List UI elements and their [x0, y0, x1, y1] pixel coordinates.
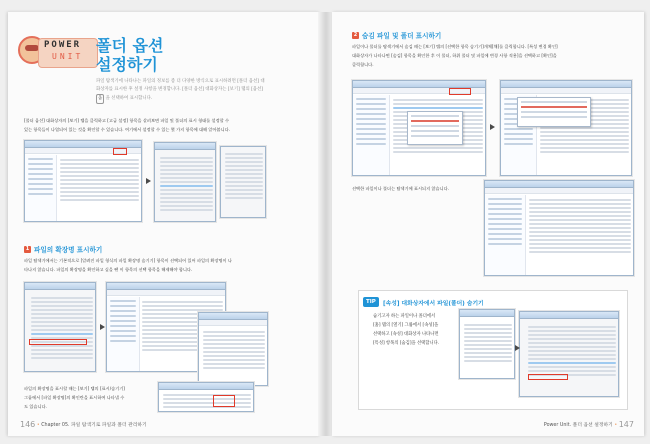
r-para2: 선택한 파일이나 폴더는 탐색기에 표시되지 않습니다. [352, 186, 449, 191]
para3-line-c: 도 있습니다. [24, 404, 47, 409]
paragraph-folder-options [24, 116, 314, 134]
tip-box [358, 290, 628, 410]
explorer-after-hide-screenshot [500, 80, 632, 176]
para3-line-b: 그룹에서 [파일 확장명]의 확인란을 표시하여 나타낼 수 [24, 395, 125, 400]
right-page [332, 12, 644, 436]
right-footer: Power Unit. 폴더 옵션 설정하기 • 147 [543, 420, 634, 429]
explorer-overlay-screenshot [198, 312, 268, 386]
tip-body-b: [홈] 탭의 [열기] 그룹에서 [속성]을 [373, 323, 439, 328]
arrow-icon [515, 345, 520, 351]
power-unit-badge [22, 32, 84, 72]
para3-line-a: 파일의 확장명을 표시할 때는 [보기] 탭의 [표시/숨기기] [24, 386, 125, 391]
left-footer-text: Chapter 05. 파일 탐색기로 파일과 폴더 관리하기 [41, 423, 147, 428]
ribbon-screenshot [158, 382, 254, 412]
para2-line-b: 타나지 않습니다. 파일의 확장명을 확인하고 싶을 땐 이 항목의 선택 항목을 해제해야 합니다. [24, 267, 193, 272]
explorer-hide-selected-screenshot [352, 80, 486, 176]
r-para1-line-a: 파일이나 폴더를 탐색기에서 숨김 때는 [보기] 탭의 [선택한 항목 숨기기]개체[채]를 클릭합니다. [특성 변경 확인] [352, 44, 558, 49]
intro-line-c-text: 을 선택하여 표시합니다. [105, 96, 153, 101]
section-1-heading [24, 244, 102, 254]
paragraph-extension [24, 256, 316, 274]
properties-dialog-screenshot [459, 309, 515, 379]
right-page-number: 147 [618, 420, 634, 429]
tip-body-d: [특성] 항목의 [숨김]을 선택합니다. [373, 341, 440, 346]
arrow-icon [490, 124, 495, 130]
section-1-number: 1 [25, 245, 30, 252]
tip-title: [속성] 대화상자에서 파일(폴더) 숨기기 [383, 301, 484, 307]
explorer-result-screenshot [484, 180, 634, 276]
r-para1-line-b: 대화상자가 나타나면 [숨김] 항목을 확인한 후 이 폴더, 하위 폴더 및 파일에 변경 사항 적용]을 선택하고 [확인]을 [352, 53, 557, 58]
intro-line-a: 파일 탐색기에 나타나는 파일의 정보를 좀 더 다양한 방식으로 표시하려면 [폴더 옵션] 대 [96, 79, 265, 84]
view-tab-dialog-screenshot [24, 282, 96, 372]
badge-unit-text: UNIT [52, 52, 84, 61]
paragraph-hidden-files [352, 42, 636, 69]
left-page-number: 146 [20, 420, 36, 429]
intro-line-c [96, 94, 308, 104]
para1-line-b: 있는 항목들이 나열되어 있는 것을 확인할 수 있습니다. 여기에서 설정할 수 있는 몇 가지 항목에 대해 알아봅니다. [24, 127, 230, 132]
section-2-title: 숨김 파일 및 폴더 표시하기 [362, 32, 442, 40]
tip-label: TIP [363, 297, 379, 307]
tip-body-a: 숨기고자 하는 파일이나 폴더에서 [373, 314, 436, 319]
tip-body [373, 312, 447, 348]
advanced-settings-screenshot [220, 146, 266, 218]
para2-line-a: 파일 탐색기에서는 기본적으로 [알려진 파일 형식의 파일 확장명 숨기기] 항목이 선택되어 있어 파일의 확장명이 나 [24, 258, 232, 263]
page-title-line2: 설정하기 [96, 55, 158, 74]
arrow-icon [146, 178, 151, 184]
section-1-title: 파일의 확장명 표시하기 [34, 246, 103, 254]
options-key-icon: 옵 [96, 94, 104, 104]
badge-power-text: POWER [44, 40, 82, 50]
paragraph-hidden-result [352, 184, 472, 193]
r-para1-line-c: 클릭합니다. [352, 62, 374, 67]
section-2-heading [352, 30, 441, 40]
intro-line-b: 화상자를 표시한 후 설정 사항을 변경합니다. [폴더 옵션] 대화상자는 [보기] 탭의 [옵션] [96, 87, 263, 92]
tip-body-c: 선택하고 [속성] 대화상자 나타나면 [373, 332, 439, 337]
left-page [8, 12, 320, 436]
explorer-screenshot-1 [24, 140, 142, 222]
paragraph-extension-tip [24, 384, 154, 411]
intro-text [96, 78, 308, 104]
page-title [96, 36, 163, 74]
properties-attributes-screenshot [519, 311, 619, 397]
page-title-line1: 폴더 옵션 [96, 36, 164, 55]
folder-options-dialog-screenshot [154, 142, 216, 222]
section-2-number: 2 [353, 31, 358, 38]
arrow-icon [100, 324, 105, 330]
left-footer: 146 • Chapter 05. 파일 탐색기로 파일과 폴더 관리하기 [20, 420, 147, 429]
right-footer-text: Power Unit. 폴더 옵션 설정하기 [543, 423, 613, 428]
para1-line-a: [폴더 옵션] 대화상자의 [보기] 탭을 클릭하고 [고급 설정] 항목을 살펴보면 파일 및 폴더의 표시 형태를 설정할 수 [24, 118, 230, 123]
